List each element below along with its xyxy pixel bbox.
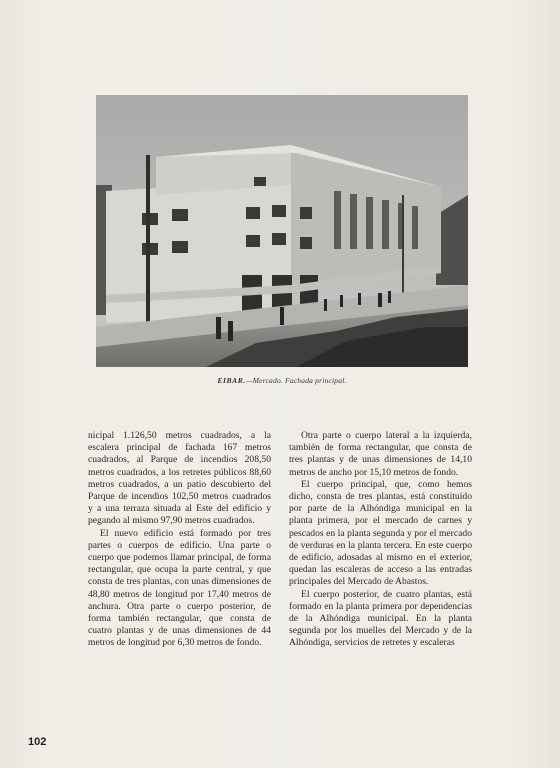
paragraph: nicipal 1.126,50 metros cuadrados, a la escalera principal de fachada 167 metros cuadrados, al Parque de incendios 208,50 metros cuadrados, a los retretes públicos 88,60 metros cuadrados, a un patio descubierto del Parque de incendios 102,50 metros cuadrados y a una terraza situada al Este del edificio y pegando al mismo 97,90 metros cuadrados. (88, 430, 271, 527)
paragraph: El cuerpo posterior, de cuatro plantas, está formado en la planta primera por dependencias de la Alhóndiga municipal. En la planta segunda por los muelles del Mercado y de la Alhóndiga, servicios de retretes y escaleras (289, 588, 472, 649)
photo-caption (96, 376, 468, 385)
text-column-right (289, 430, 472, 650)
caption-text: —Mercado. Fachada principal. (245, 376, 347, 385)
building-illustration (96, 95, 468, 367)
market-facade-photo (96, 95, 468, 367)
paragraph: Otra parte o cuerpo lateral a la izquierda, también de forma rectangular, que consta de tres plantas y de unas dimensiones de 14,10 metros de ancho por 15,10 metros de fondo. (289, 430, 472, 478)
page-number: 102 (28, 736, 47, 748)
text-column-left (88, 430, 271, 650)
paragraph: El cuerpo principal, que, como hemos dicho, consta de tres plantas, está constituído por parte de la Alhóndiga municipal en la planta primera, por el mercado de carnes y pescados en la planta segunda y por el mercado de verduras en la planta tercera. En este cuerpo de edificio, adosadas al mismo en el exterior, quedan las escaleras de acceso a las entradas principales del Mercado de Abastos. (289, 478, 472, 588)
paragraph: El nuevo edificio está formado por tres partes o cuerpos de edificio. Una parte o cuerpo que podemos llamar principal, de forma rectangular, que ocupa la parte central, y que consta de tres plantas, con unas dimensiones de 48,80 metros de longitud por 17,40 metros de anchura. Otra parte o cuerpo posterior, de forma también rectangular, que consta de cuatro plantas y de unas dimensiones de 44 metros de longitud por 6,30 metros de fondo. (88, 527, 271, 649)
caption-place: EIBAR. (217, 376, 246, 385)
